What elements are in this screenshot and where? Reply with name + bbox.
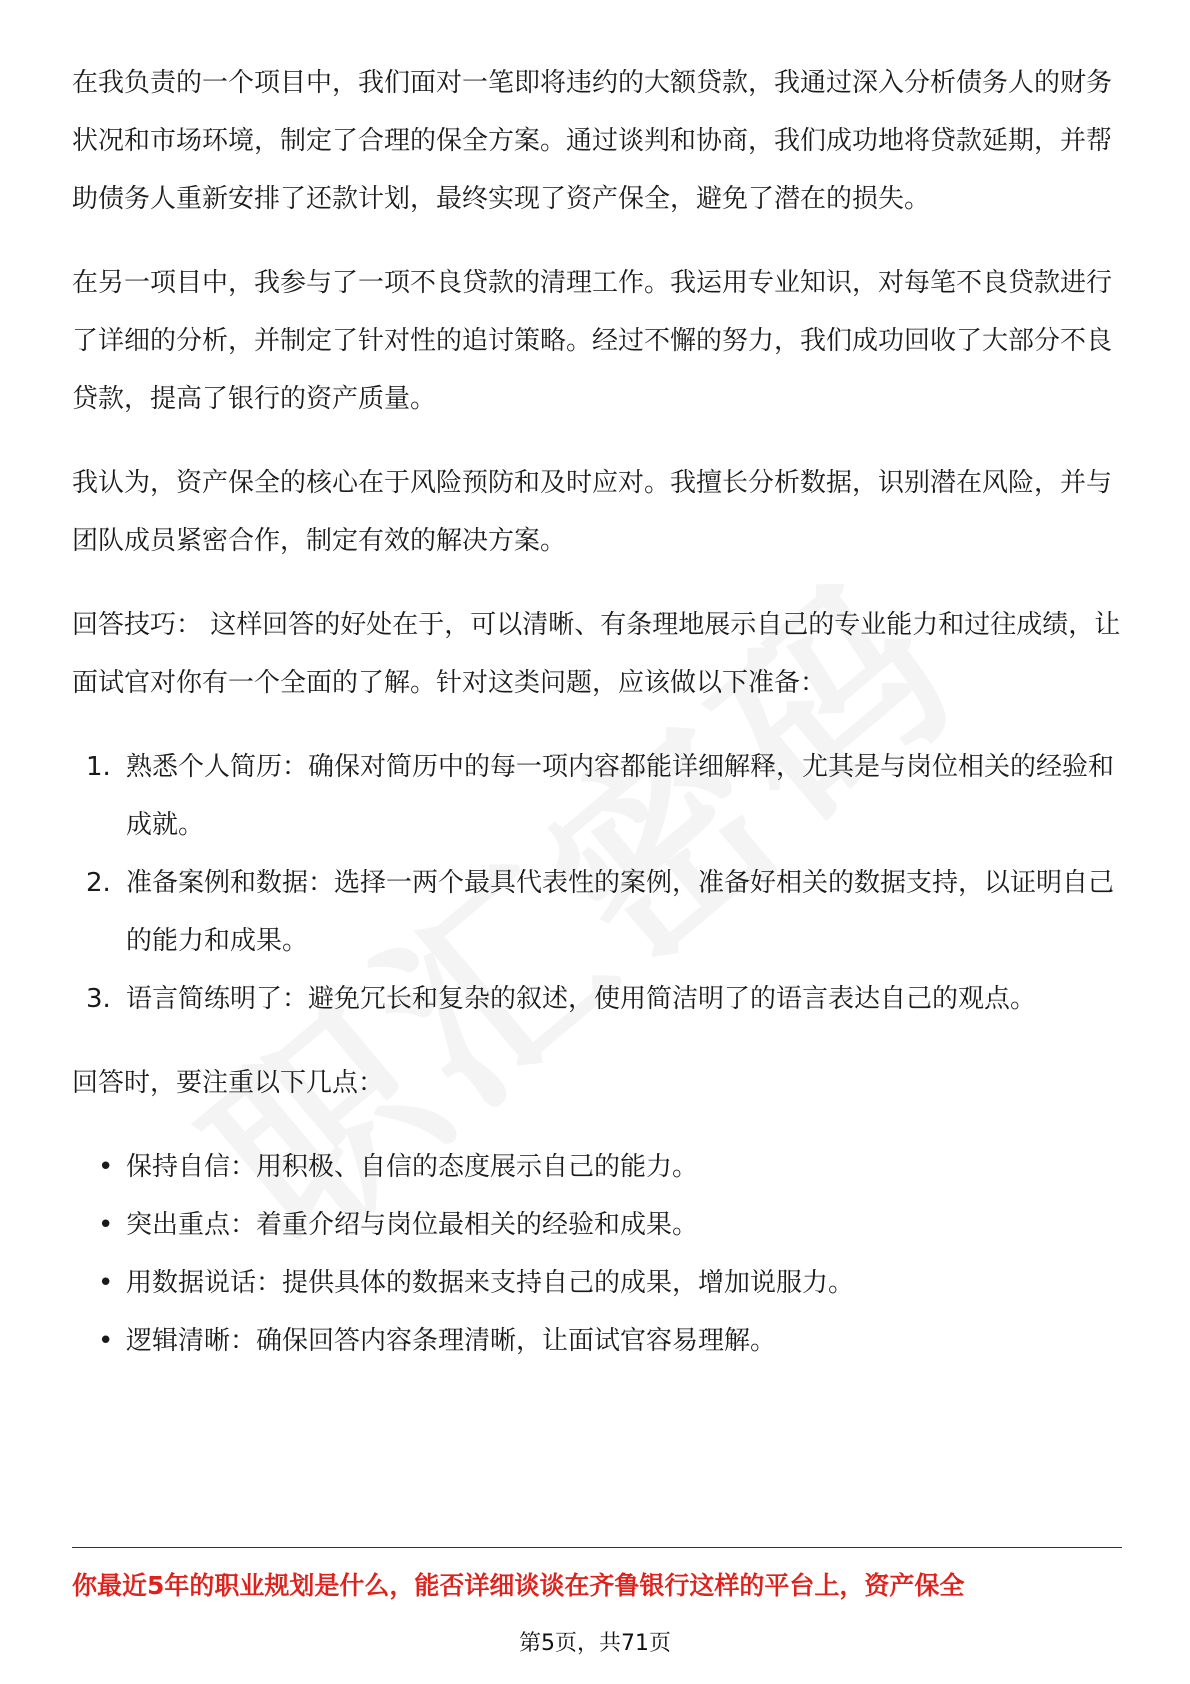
list-item	[72, 854, 1122, 970]
bullet-list	[72, 1138, 1122, 1370]
list-item-number: 3.	[86, 984, 111, 1014]
numbered-list	[72, 738, 1122, 1028]
list-item-number: 1.	[86, 752, 111, 782]
bullet-dot-icon: •	[98, 1268, 114, 1298]
paragraph-1: 在我负责的一个项目中，我们面对一笔即将违约的大额贷款，我通过深入分析债务人的财务状况和市场环境，制定了合理的保全方案。通过谈判和协商，我们成功地将贷款延期，并帮助债务人重新安排了还款计划，最终实现了资产保全，避免了潜在的损失。	[72, 68, 1113, 214]
answer-tips-paragraph: 回答技巧： 这样回答的好处在于，可以清晰、有条理地展示自己的专业能力和过往成绩，让面试官对你有一个全面的了解。针对这类问题，应该做以下准备：	[72, 610, 1121, 698]
bullet-dot-icon: •	[98, 1326, 114, 1356]
document-body	[72, 54, 1122, 1396]
divider	[72, 1547, 1122, 1548]
bullet-item	[72, 1196, 1122, 1254]
bullet-dot-icon: •	[98, 1152, 114, 1182]
points-intro: 回答时，要注重以下几点：	[72, 1068, 385, 1098]
paragraph-2: 在另一项目中，我参与了一项不良贷款的清理工作。我运用专业知识，对每笔不良贷款进行了详细的分析，并制定了针对性的追讨策略。经过不懈的努力，我们成功回收了大部分不良贷款，提高了银行的资产质量。	[72, 268, 1113, 414]
list-item	[72, 738, 1122, 854]
bullet-item	[72, 1254, 1122, 1312]
page-footer: 第5页，共71页	[519, 1631, 671, 1656]
list-item-text: 准备案例和数据：选择一两个最具代表性的案例，准备好相关的数据支持，以证明自己的能力和成果。	[126, 868, 1115, 956]
next-question-heading: 你最近5年的职业规划是什么，能否详细谈谈在齐鲁银行这样的平台上，资产保全	[72, 1571, 965, 1600]
list-item-text: 熟悉个人简历：确保对简历中的每一项内容都能详细解释，尤其是与岗位相关的经验和成就。	[126, 752, 1115, 840]
bullet-item	[72, 1138, 1122, 1196]
bullet-item-text: 逻辑清晰：确保回答内容条理清晰，让面试官容易理解。	[126, 1326, 777, 1356]
bullet-item-text: 突出重点：着重介绍与岗位最相关的经验和成果。	[126, 1210, 699, 1240]
bullet-item-text: 保持自信：用积极、自信的态度展示自己的能力。	[126, 1152, 699, 1182]
list-item	[72, 970, 1122, 1028]
bullet-dot-icon: •	[98, 1210, 114, 1240]
bullet-item-text: 用数据说话：提供具体的数据来支持自己的成果，增加说服力。	[126, 1268, 855, 1298]
bullet-item	[72, 1312, 1122, 1370]
list-item-text: 语言简练明了：避免冗长和复杂的叙述，使用简洁明了的语言表达自己的观点。	[126, 984, 1037, 1014]
paragraph-3: 我认为，资产保全的核心在于风险预防和及时应对。我擅长分析数据，识别潜在风险，并与团队成员紧密合作，制定有效的解决方案。	[72, 468, 1113, 556]
list-item-number: 2.	[86, 868, 111, 898]
